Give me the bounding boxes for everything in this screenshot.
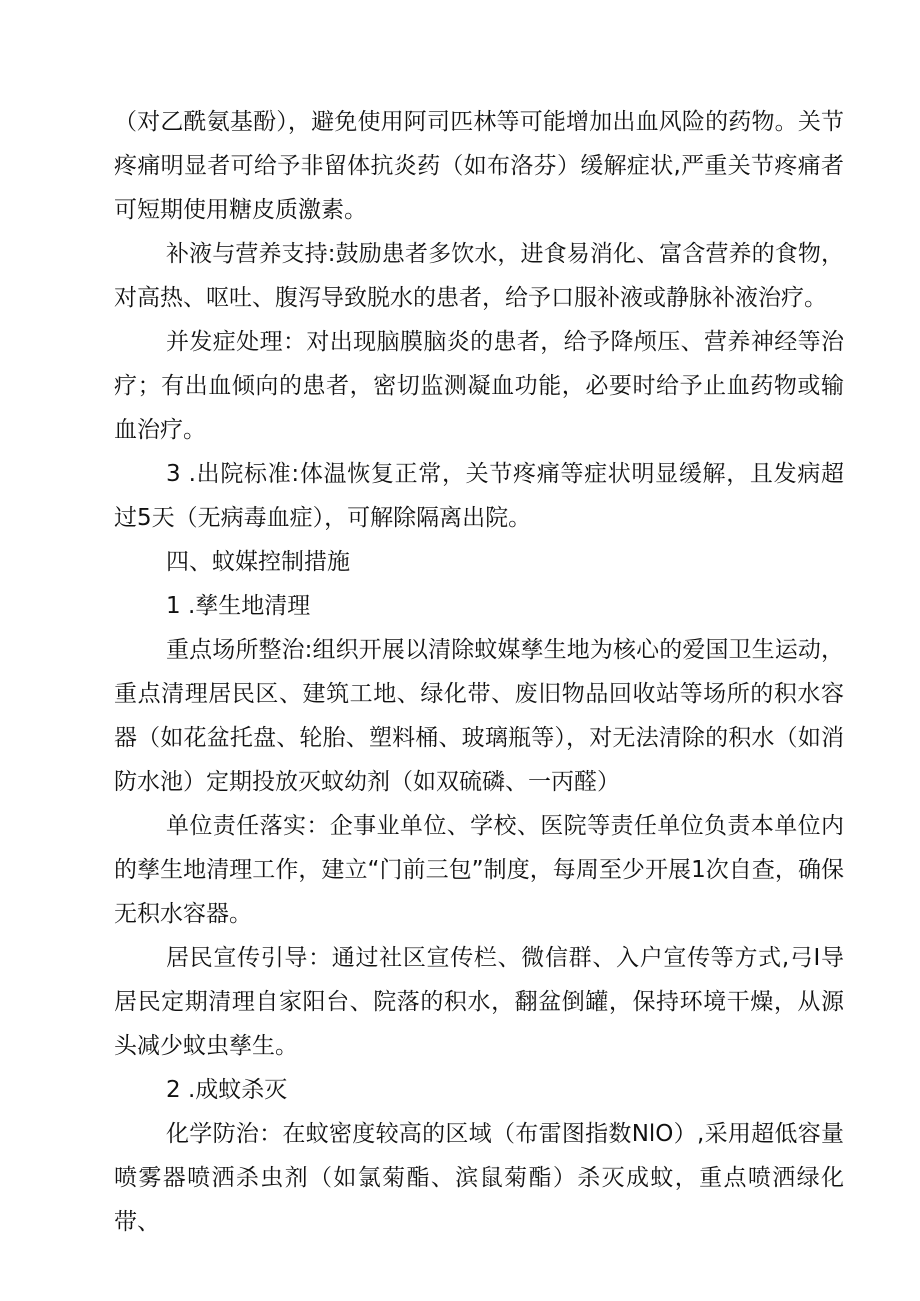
paragraph-unit-responsibility: 单位责任落实：企事业单位、学校、医院等责任单位负责本单位内的孳生地清理工作，建立“门前三包”制度，每周至少开展1次自查，确保无积水容器。 [114, 813, 844, 927]
paragraph-discharge-criteria: 3 .出院标准:体温恢复正常，关节疼痛等症状明显缓解，且发病超过5天（无病毒血症），可解除隔离出院。 [114, 461, 844, 531]
paragraph-resident-guidance: 居民宣传引导：通过社区宣传栏、微信群、入户宣传等方式,弓I导居民定期清理自家阳台、院落的积水，翻盆倒罐，保持环境干燥，从源头减少蚊虫孳生。 [114, 945, 844, 1059]
paragraph-fluid-nutrition: 补液与营养支持:鼓励患者多饮水，进食易消化、富含营养的食物，对高热、呕吐、腹泻导致脱水的患者，给予口服补液或静脉补液治疗。 [114, 241, 844, 311]
document-body [114, 100, 844, 1244]
paragraph-complication: 并发症处理：对出现脑膜脑炎的患者，给予降颅压、营养神经等治疗；有出血倾向的患者，密切监测凝血功能，必要时给予止血药物或输血治疗。 [114, 329, 844, 443]
paragraph-continuation: （对乙酰氨基酚），避免使用阿司匹林等可能增加出血风险的药物。关节疼痛明显者可给予非留体抗炎药（如布洛芬）缓解症状,严重关节疼痛者可短期使用糖皮质激素。 [114, 109, 844, 223]
subheading-breeding-site: 1 .孳生地清理 [166, 593, 311, 619]
section-heading-mosquito-control: 四、蚊媒控制措施 [166, 549, 350, 575]
paragraph-key-places: 重点场所整治:组织开展以清除蚊媒孳生地为核心的爱国卫生运动，重点清理居民区、建筑工地、绿化带、废旧物品回收站等场所的积水容器（如花盆托盘、轮胎、塑料桶、玻璃瓶等），对无法清除的积水（如消防水池）定期投放灭蚊幼剂（如双硫磷、一丙醛） [114, 637, 844, 795]
paragraph-chemical-control: 化学防治：在蚊密度较高的区域（布雷图指数NlO）,采用超低容量喷雾器喷洒杀虫剂（如氯菊酯、滨鼠菊酯）杀灭成蚊，重点喷洒绿化带、 [114, 1121, 844, 1235]
subheading-adult-mosquito: 2 .成蚊杀灭 [166, 1077, 288, 1103]
